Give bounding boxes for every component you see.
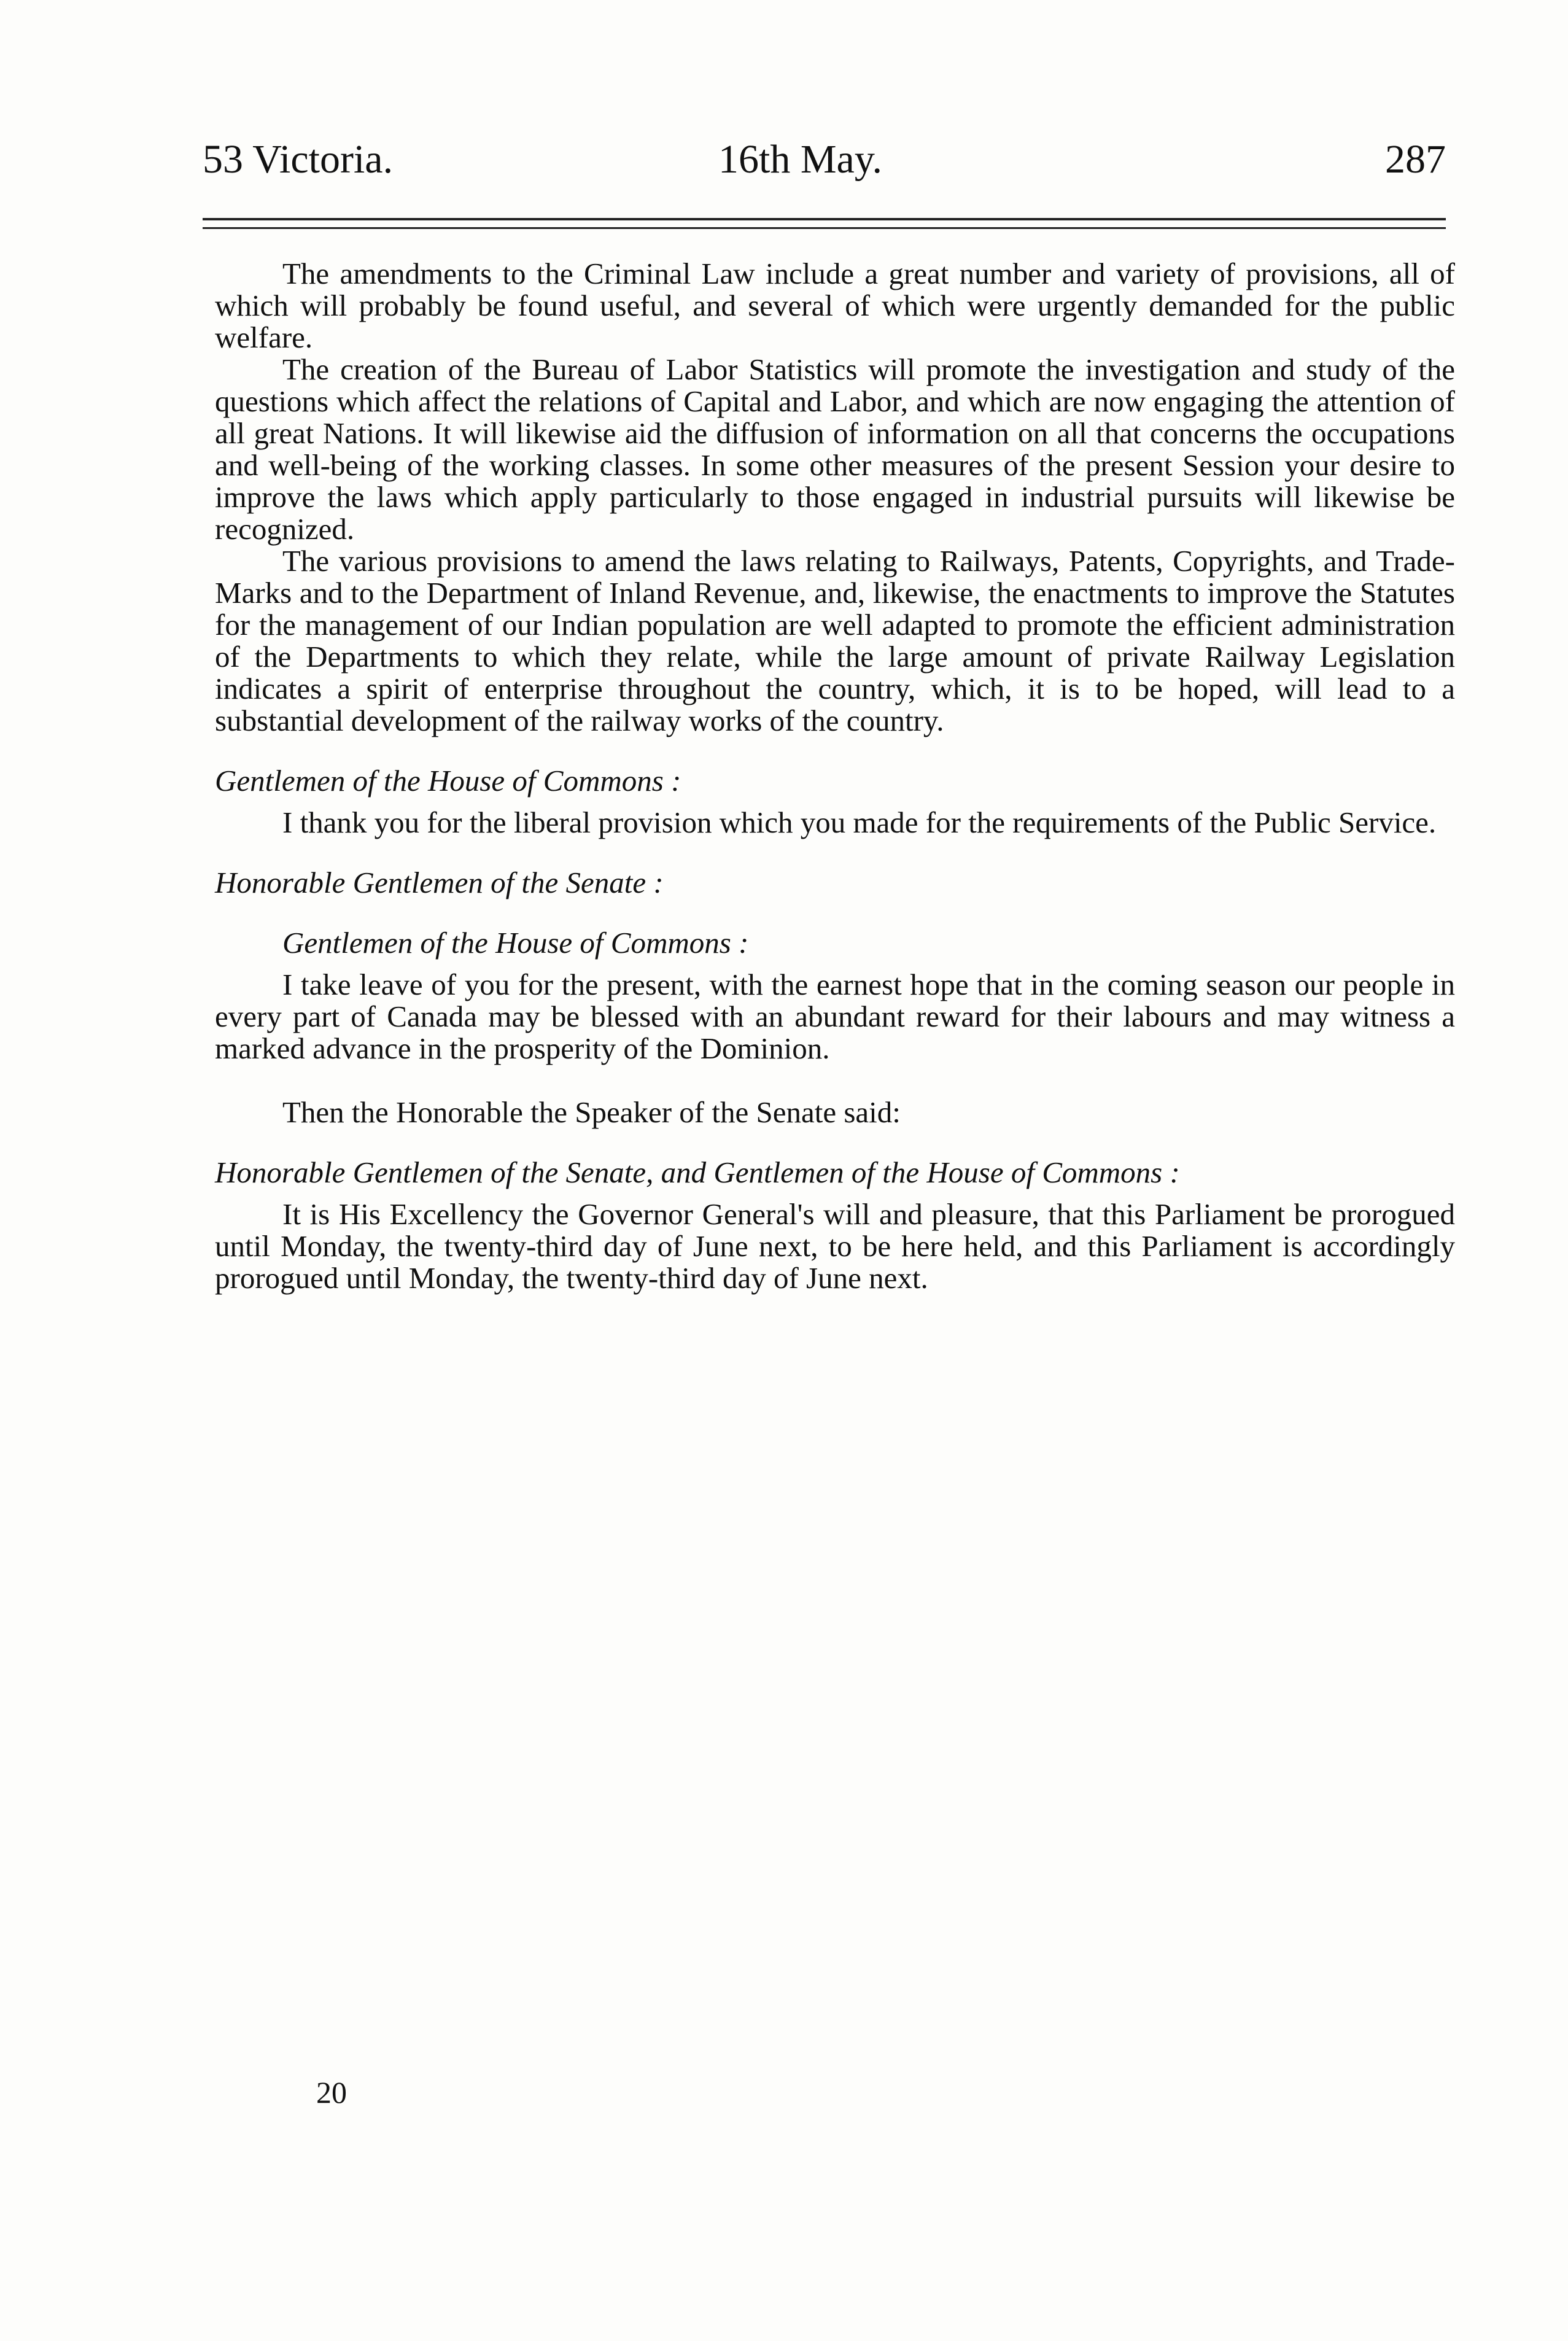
heading-house-of-commons-2: Gentlemen of the House of Commons : xyxy=(282,926,749,960)
heading-senate: Honorable Gentlemen of the Senate : xyxy=(215,866,664,899)
header-rule-thick xyxy=(203,218,1446,220)
signature-mark: 20 xyxy=(316,2075,347,2110)
header-regnal-year: 53 Victoria. xyxy=(203,137,394,182)
paragraph-criminal-law: The amendments to the Criminal Law include a great number and variety of provisions, all of which will probably be found useful, and several of which were urgently demanded for the public welfare. xyxy=(215,257,1455,354)
paragraph-take-leave: I take leave of you for the present, with the earnest hope that in the coming season our people in every part of Canada may be blessed with an abundant reward for their labours and may witness a marked advance in the prosperity of the Dominion. xyxy=(215,968,1455,1065)
header-rule-thin xyxy=(203,227,1446,229)
running-header xyxy=(203,132,1446,187)
paragraph-speaker-said: Then the Honorable the Speaker of the Senate said: xyxy=(282,1095,901,1129)
header-page-number: 287 xyxy=(1385,137,1446,182)
paragraph-prorogation: It is His Excellency the Governor General's will and pleasure, that this Parliament be prorogued until Monday, the twenty-third day of June next, to be here held, and this Parliament is accordingly prorogued until Monday, the twenty-third day of June next. xyxy=(215,1197,1455,1295)
document-body xyxy=(215,258,1455,1294)
heading-senate-and-commons: Honorable Gentlemen of the Senate, and Gentlemen of the House of Commons : xyxy=(215,1155,1180,1189)
header-date: 16th May. xyxy=(718,137,883,182)
heading-house-of-commons: Gentlemen of the House of Commons : xyxy=(215,764,681,798)
paragraph-labor-statistics: The creation of the Bureau of Labor Statistics will promote the investigation and study of the questions which affect the relations of Capital and Labor, and which are now engaging the attention of all great Nations. It will likewise aid the diffusion of information on all that concerns the occupations and well-being of the working classes. In some other measures of the present Session your desire to improve the laws which apply particularly to those engaged in industrial pursuits will likewise be recognized. xyxy=(215,352,1455,546)
paragraph-railways-patents: The various provisions to amend the laws relating to Railways, Patents, Copyrights, and Trade-Marks and to the Department of Inland Revenue, and, likewise, the enactments to improve the Statutes for the management of our Indian population are well adapted to promote the efficient administration of the Departments to which they relate, while the large amount of private Railway Legislation indicates a spirit of enterprise throughout the country, which, it is to be hoped, will lead to a substantial development of the railway works of the country. xyxy=(215,544,1455,737)
paragraph-public-service: I thank you for the liberal provision which you made for the requirements of the Public Service. xyxy=(282,806,1437,839)
